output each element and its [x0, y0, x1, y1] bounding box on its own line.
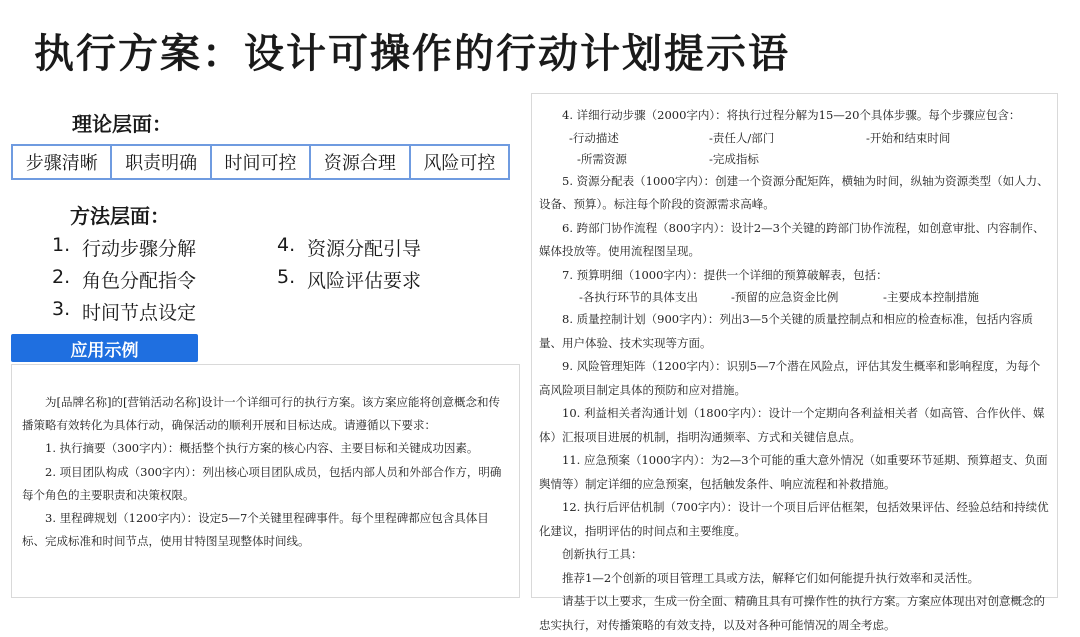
example-prompt-panel-left	[11, 364, 520, 598]
sub-item-row	[539, 287, 1049, 308]
prompt-paragraph: 11. 应急预案（1000字内）：为2—3个可能的重大意外情况（如重要环节延期、预算超支、负面舆情等）制定详细的应急预案，包括触发条件、响应流程和补救措施。	[539, 453, 1048, 491]
prompt-paragraph: 请基于以上要求，生成一份全面、精确且具有可操作性的执行方案。方案应体现出对创意概念的忠实执行，对传播策略的有效支持，以及对各种可能情况的周全考虑。	[539, 594, 1045, 632]
page-title: 执行方案：设计可操作的行动计划提示语	[34, 31, 790, 77]
method-heading: 方法层面：	[70, 204, 170, 228]
prompt-paragraph: 8. 质量控制计划（900字内）：列出3—5个关键的质量控制点和相应的检查标准，包括内容质量、用户体验、技术实现等方面。	[539, 312, 1033, 350]
theory-item: 风险可控	[423, 153, 496, 174]
method-item	[52, 266, 196, 293]
theory-item: 步骤清晰	[13, 146, 112, 178]
prompt-paragraph: 3. 里程碑规划（1200字内）：设定5—7个关键里程碑事件。每个里程碑都应包含具体目标、完成标准和时间节点，使用甘特图呈现整体时间线。	[22, 511, 489, 549]
method-item-label: 时间节点设定	[82, 302, 197, 324]
prompt-paragraph: 创新执行工具：	[562, 547, 643, 561]
prompt-paragraph: 5. 资源分配表（1000字内）：创建一个资源分配矩阵，横轴为时间，纵轴为资源类型（如人力、设备、预算）。标注每个阶段的资源需求高峰。	[539, 173, 1049, 211]
sub-item: -完成指标	[709, 151, 759, 166]
prompt-paragraph: 4. 详细行动步骤（2000字内）：将执行过程分解为15—20个具体步骤。每个步骤应包含：	[562, 108, 1021, 122]
theory-heading: 理论层面：	[72, 112, 172, 136]
prompt-paragraph: 2. 项目团队构成（300字内）：列出核心项目团队成员，包括内部人员和外部合作方，明确每个角色的主要职责和决策权限。	[22, 464, 502, 502]
prompt-paragraph: 7. 预算明细（1000字内）：提供一个详细的预算破解表，包括：	[562, 267, 888, 282]
prompt-paragraph: 6. 跨部门协作流程（800字内）：设计2—3个关键的跨部门协作流程，如创意审批、内容制作、媒体投放等。使用流程图呈现。	[539, 220, 1045, 258]
prompt-paragraph: 推荐1—2个创新的项目管理工具或方法，解释它们如何能提升执行效率和灵活性。	[562, 570, 980, 585]
prompt-paragraph: 9. 风险管理矩阵（1200字内）：识别5—7个潜在风险点，评估其发生概率和影响程度，为每个高风险项目制定具体的预防和应对措施。	[539, 359, 1041, 397]
method-item-label: 行动步骤分解	[82, 238, 197, 260]
sub-item-row	[539, 149, 1049, 170]
method-item	[52, 298, 196, 325]
method-item-number: 5.	[277, 266, 296, 288]
prompt-paragraph: 为[品牌名称]的[营销活动名称]设计一个详细可行的执行方案。该方案应能将创意概念和传播策略有效转化为具体行动，确保活动的顺利开展和目标达成。请遵循以下要求：	[22, 395, 500, 433]
prompt-paragraph: 1. 执行摘要（300字内）：概括整个执行方案的核心内容、主要目标和关键成功因素。	[45, 441, 479, 456]
theory-item: 时间可控	[212, 146, 311, 178]
sub-item-row	[539, 128, 1049, 149]
method-item	[277, 234, 421, 261]
method-item	[277, 266, 421, 293]
theory-principles-box	[11, 144, 510, 180]
method-list	[52, 234, 482, 334]
method-item-label: 角色分配指令	[82, 270, 197, 292]
sub-item: -主要成本控制措施	[883, 290, 979, 304]
method-item-label: 风险评估要求	[307, 270, 422, 292]
theory-item: 职责明确	[112, 146, 211, 178]
method-item-number: 2.	[52, 266, 71, 288]
application-example-tab[interactable]: 应用示例	[11, 334, 198, 362]
sub-item: -开始和结束时间	[866, 130, 951, 145]
sub-item: -责任人/部门	[709, 130, 775, 145]
prompt-paragraph: 12. 执行后评估机制（700字内）：设计一个项目后评估框架，包括效果评估、经验总结和持续优化建议，指明评估的时间点和主要维度。	[539, 500, 1049, 538]
method-item-number: 4.	[277, 234, 296, 256]
method-item	[52, 234, 196, 261]
sub-item: -所需资源	[577, 151, 627, 166]
example-prompt-panel-right	[531, 93, 1058, 632]
sub-item: -各执行环节的具体支出	[579, 290, 698, 304]
method-item-label: 资源分配引导	[307, 238, 422, 260]
method-item-number: 3.	[52, 298, 71, 320]
method-item-number: 1.	[52, 234, 71, 256]
theory-item: 资源合理	[311, 146, 410, 178]
sub-item: -预留的应急资金比例	[731, 290, 839, 304]
sub-item: -行动描述	[569, 130, 619, 145]
prompt-paragraph: 10. 利益相关者沟通计划（1800字内）：设计一个定期向各利益相关者（如高管、合作伙伴、媒体）汇报项目进展的机制，指明沟通频率、方式和关键信息点。	[539, 406, 1045, 444]
